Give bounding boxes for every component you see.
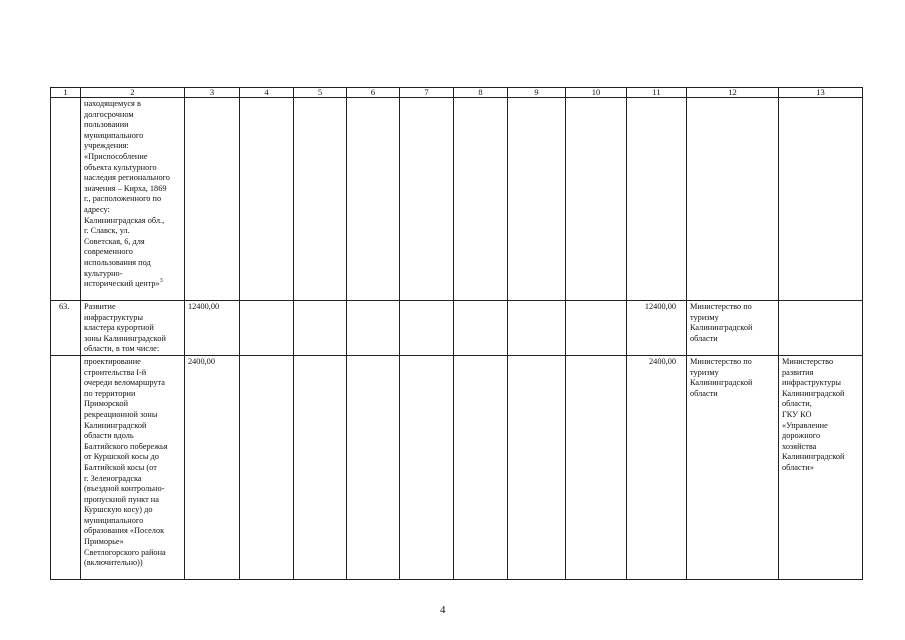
event-description bbox=[81, 98, 185, 301]
responsible-executor bbox=[687, 98, 779, 301]
table-row bbox=[51, 98, 863, 301]
table-cell bbox=[240, 98, 294, 301]
column-number: 13 bbox=[779, 88, 863, 98]
column-number: 12 bbox=[687, 88, 779, 98]
table-cell bbox=[566, 98, 627, 301]
program-table bbox=[50, 87, 863, 580]
event-description-text: находящемуся в долгосрочном пользовании муниципального учреждения: «Приспособление объекта культурного наследия регионального значения – Кирха, 1869 г., расположенного по адресу: Калининградская обл., г. Славск, ул. Советская, 6, для современного использования под культурно- исторический центр» bbox=[84, 99, 170, 289]
table-cell bbox=[294, 98, 347, 301]
table-cell bbox=[454, 301, 508, 356]
column-number-row bbox=[51, 88, 863, 98]
table-cell bbox=[400, 301, 454, 356]
column-number: 1 bbox=[51, 88, 81, 98]
amount-col11: 2400,00 bbox=[627, 355, 687, 579]
co-executor bbox=[779, 98, 863, 301]
column-number: 7 bbox=[400, 88, 454, 98]
table-cell bbox=[566, 301, 627, 356]
row-number bbox=[51, 98, 81, 301]
column-number: 5 bbox=[294, 88, 347, 98]
table-cell bbox=[508, 355, 566, 579]
footnote-marker: 3 bbox=[159, 278, 163, 285]
responsible-executor: Министерство по туризму Калининградской области bbox=[687, 355, 779, 579]
amount-col11 bbox=[627, 98, 687, 301]
table-cell bbox=[400, 98, 454, 301]
table-cell bbox=[294, 301, 347, 356]
amount-col11: 12400,00 bbox=[627, 301, 687, 356]
row-number: 63. bbox=[51, 301, 81, 356]
event-description: Развитие инфраструктуры кластера курортной зоны Калининградской области, в том числе: bbox=[81, 301, 185, 356]
column-number: 6 bbox=[347, 88, 400, 98]
table-cell bbox=[240, 355, 294, 579]
table-cell bbox=[400, 355, 454, 579]
column-number: 3 bbox=[185, 88, 240, 98]
total-amount: 2400,00 bbox=[185, 355, 240, 579]
co-executor bbox=[779, 301, 863, 356]
column-number: 9 bbox=[508, 88, 566, 98]
table-cell bbox=[508, 301, 566, 356]
row-number bbox=[51, 355, 81, 579]
co-executor: Министерство развития инфраструктуры Калининградской области, ГКУ КО «Управление дорожного хозяйства Калининградской области» bbox=[779, 355, 863, 579]
table-cell bbox=[566, 355, 627, 579]
total-amount: 12400,00 bbox=[185, 301, 240, 356]
column-number: 8 bbox=[454, 88, 508, 98]
table-cell bbox=[347, 355, 400, 579]
table-row bbox=[51, 355, 863, 579]
table-cell bbox=[508, 98, 566, 301]
total-amount bbox=[185, 98, 240, 301]
column-number: 10 bbox=[566, 88, 627, 98]
column-number: 11 bbox=[627, 88, 687, 98]
table-cell bbox=[454, 98, 508, 301]
table-cell bbox=[240, 301, 294, 356]
responsible-executor: Министерство по туризму Калининградской области bbox=[687, 301, 779, 356]
table-cell bbox=[347, 301, 400, 356]
table-cell bbox=[347, 98, 400, 301]
column-number: 4 bbox=[240, 88, 294, 98]
page-number: 4 bbox=[440, 604, 446, 616]
table-cell bbox=[294, 355, 347, 579]
event-description: проектирование строительства I-й очереди веломаршрута по территории Приморской рекреационной зоны Калининградской области вдоль Балтийского побережья от Куршской косы до Балтийской косы (от г. Зеленоградска (въездной контрольно- пропускной пункт на Куршскую косу) до муниципального образования «Поселок Приморье» Светлогорского района (включительно)) bbox=[81, 355, 185, 579]
table-cell bbox=[454, 355, 508, 579]
column-number: 2 bbox=[81, 88, 185, 98]
table-row bbox=[51, 301, 863, 356]
